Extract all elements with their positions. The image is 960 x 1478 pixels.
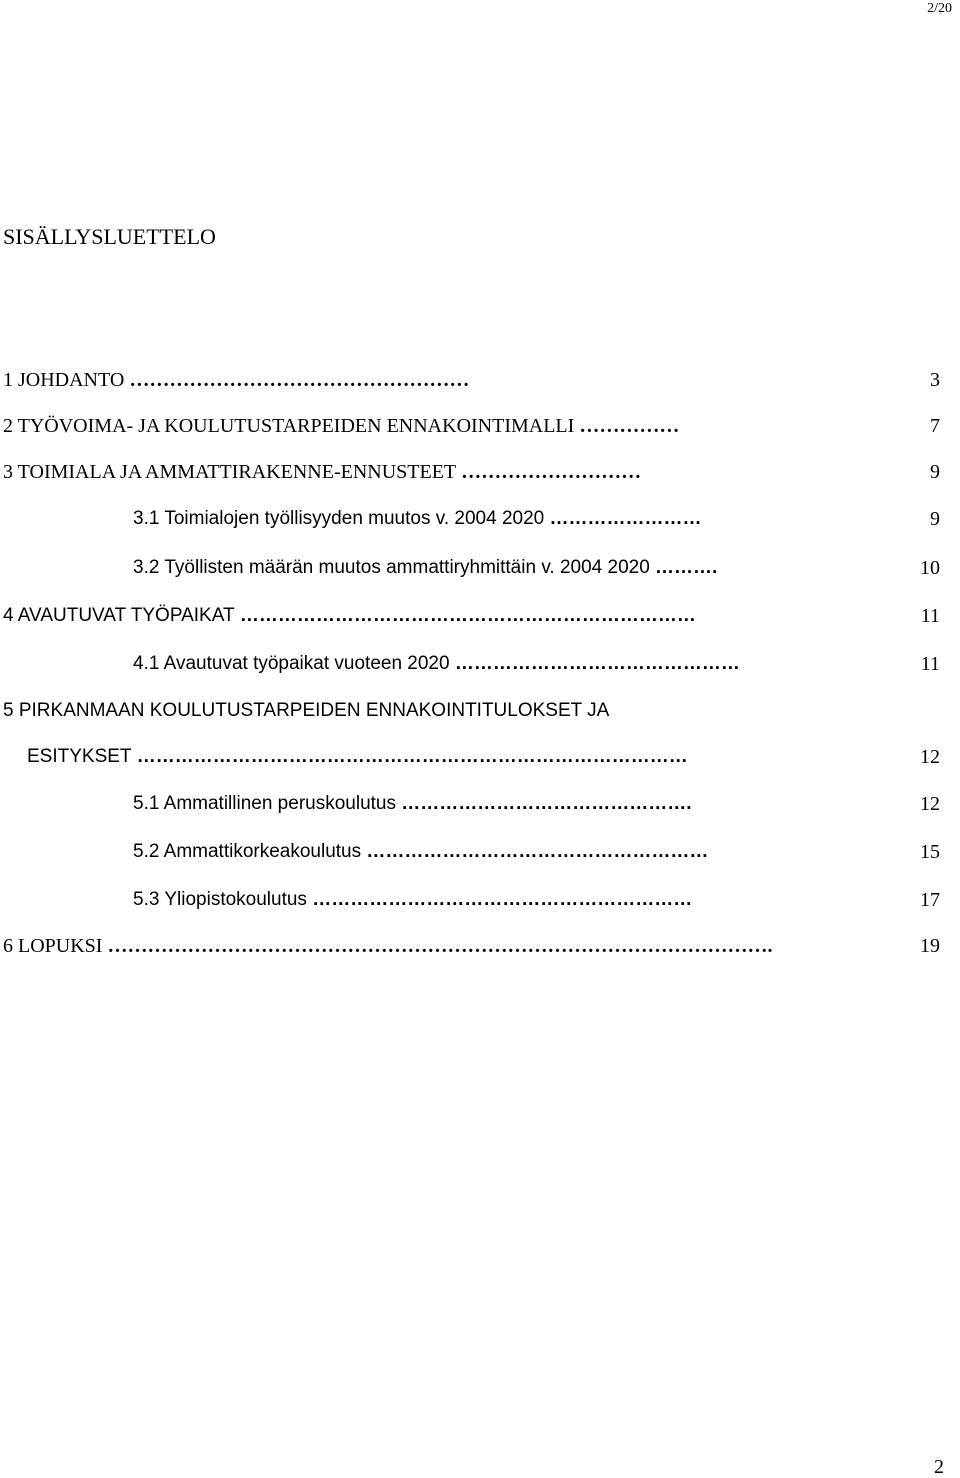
toc-entry-page: 11 (920, 653, 940, 675)
toc-entry-text: 5.3 Yliopistokoulutus …………………………………………………… (133, 889, 693, 910)
toc-entry-tyovoima[interactable] (0, 411, 940, 441)
toc-entry-text: 3 TOIMIALA JA AMMATTIRAKENNE-ENNUSTEET ……………………… (3, 461, 642, 483)
toc-entry-toimiala[interactable] (0, 457, 940, 487)
toc-entry-page: 9 (930, 508, 940, 530)
toc-entry-johdanto[interactable] (0, 365, 940, 395)
toc-entry-text: 3.1 Toimialojen työllisyyden muutos v. 2004 2020 …………………… (133, 508, 702, 529)
toc-entry-text-continued: ESITYKSET …………………………………………………………………………… (27, 746, 688, 767)
toc-entry-page: 10 (920, 557, 940, 579)
toc-entry-text: 6 LOPUKSI ………………………………………………………………………………………. (3, 935, 773, 957)
toc-entry-text: 4.1 Avautuvat työpaikat vuoteen 2020 ……………………………………… (133, 653, 740, 674)
toc-entry-text: 2 TYÖVOIMA- JA KOULUTUSTARPEIDEN ENNAKOINTIMALLI …………… (3, 415, 680, 437)
toc-entry-page: 11 (920, 605, 940, 627)
page-number: 2 (934, 1456, 944, 1478)
page-counter: 2/20 (927, 1, 952, 16)
toc-entry-5-1[interactable] (0, 789, 940, 819)
toc-entry-page: 19 (920, 935, 940, 957)
toc-entry-avautuvat[interactable] (0, 601, 940, 631)
toc-entry-text: 5 PIRKANMAAN KOULUTUSTARPEIDEN ENNAKOINTITULOKSET JA (3, 700, 610, 721)
toc-entry-page: 17 (920, 889, 940, 911)
toc-entry-page: 9 (930, 461, 940, 483)
toc-entry-4-1[interactable] (0, 649, 940, 679)
toc-entry-text: 3.2 Työllisten määrän muutos ammattiryhmittäin v. 2004 2020 ………. (133, 557, 718, 578)
toc-entry-5-3[interactable] (0, 885, 940, 915)
toc-entry-5-2[interactable] (0, 837, 940, 867)
toc-entry-3-1[interactable] (0, 504, 940, 534)
toc-entry-3-2[interactable] (0, 553, 940, 583)
toc-entry-page: 15 (920, 841, 940, 863)
toc-entry-lopuksi[interactable] (0, 931, 940, 961)
toc-entry-page: 7 (930, 415, 940, 437)
toc-entry-pirkanmaan[interactable] (0, 696, 940, 768)
toc-entry-page: 12 (920, 746, 940, 768)
toc-title: SISÄLLYSLUETTELO (3, 224, 216, 249)
toc-entry-text: 1 JOHDANTO …………………………………………… (3, 369, 470, 391)
toc-entry-text: 5.1 Ammatillinen peruskoulutus ………………………………………. (133, 793, 692, 814)
toc-entry-text: 5.2 Ammattikorkeakoulutus ……………………………………………… (133, 841, 709, 862)
toc-entry-page: 3 (930, 369, 940, 391)
toc-entry-text: 4 AVAUTUVAT TYÖPAIKAT ……………………………………………………………… (3, 605, 696, 626)
toc-entry-page: 12 (920, 793, 940, 815)
